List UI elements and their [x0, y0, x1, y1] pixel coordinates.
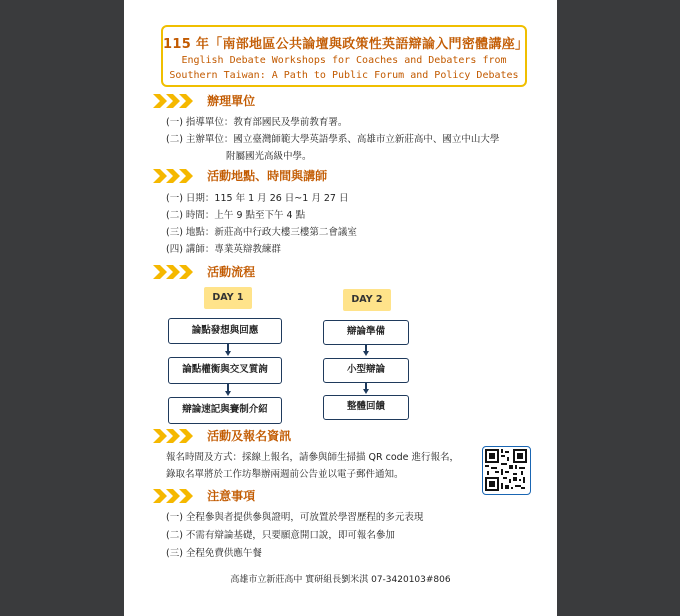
day1-step-1: 論點發想與回應 [168, 318, 282, 344]
section-schedule [152, 165, 327, 185]
qr-code-icon[interactable] [482, 446, 531, 495]
title-banner [161, 25, 527, 87]
arrow-down-icon [225, 391, 231, 396]
triple-chevron-icon [152, 167, 196, 185]
schedule-list [166, 190, 357, 258]
registration-line: 報名時間及方式：採線上報名，請參與師生掃描 QR code 進行報名， [166, 452, 460, 463]
list-item: (一) 指導單位：教育部國民及學前教育署。 [166, 117, 348, 128]
day2-step-1: 辯論準備 [323, 320, 409, 345]
triple-chevron-icon [152, 487, 196, 505]
day1-step-2: 論點權衡與交叉質詢 [168, 357, 282, 384]
section-heading: 活動地點、時間與講師 [207, 169, 328, 183]
list-item: 附屬國光高級中學。 [226, 151, 312, 162]
triple-chevron-icon [152, 427, 196, 445]
list-item: (一) 全程參與者提供參與證明，可放置於學習歷程的多元表現 [166, 512, 424, 523]
title-english-line1: English Debate Workshops for Coaches and Debaters from [181, 55, 507, 66]
arrow-down-icon [363, 351, 369, 356]
section-heading: 活動及報名資訊 [207, 429, 292, 443]
list-item: (三) 地點：新莊高中行政大樓三樓第二會議室 [166, 227, 357, 238]
list-item: (三) 全程免費供應午餐 [166, 548, 262, 559]
day1-tag: DAY 1 [204, 287, 252, 309]
day1-step-3: 辯論速記與賽制介紹 [168, 397, 282, 424]
section-heading: 注意事項 [207, 489, 256, 503]
triple-chevron-icon [152, 263, 196, 281]
arrow-down-icon [363, 389, 369, 394]
list-item: (四) 講師：專業英辯教練群 [166, 244, 281, 255]
footer-contact: 高雄市立新莊高中 實研組長劉米淇 07-3420103#806 [230, 575, 451, 585]
list-item: (一) 日期：115 年 1 月 26 日~1 月 27 日 [166, 193, 349, 204]
list-item: (二) 主辦單位：國立臺灣師範大學英語學系、高雄市立新莊高中、國立中山大學 [166, 134, 500, 145]
day2-step-3: 整體回饋 [323, 395, 409, 420]
list-item: (二) 不需有辯論基礎，只要願意開口說，即可報名參加 [166, 530, 395, 541]
section-notes [152, 485, 255, 505]
day2-tag: DAY 2 [343, 289, 391, 311]
document-page [124, 0, 557, 616]
registration-text [166, 449, 459, 483]
title-chinese: 115 年「南部地區公共論壇與政策性英語辯論入門密體講座」 [163, 37, 529, 52]
organizers-list [166, 114, 499, 165]
section-heading: 辦理單位 [207, 94, 256, 108]
day2-step-2: 小型辯論 [323, 358, 409, 383]
title-english-line2: Southern Taiwan: A Path to Public Forum and Policy Debates [169, 70, 519, 81]
notes-list [166, 509, 423, 563]
section-registration [152, 425, 291, 445]
list-item: (二) 時間：上午 9 點至下午 4 點 [166, 210, 306, 221]
section-heading: 活動流程 [207, 265, 256, 279]
section-organizers [152, 90, 255, 110]
arrow-down-icon [225, 351, 231, 356]
registration-line: 錄取名單將於工作坊舉辦兩週前公告並以電子郵件通知。 [166, 469, 404, 480]
triple-chevron-icon [152, 92, 196, 110]
section-flow [152, 261, 255, 281]
